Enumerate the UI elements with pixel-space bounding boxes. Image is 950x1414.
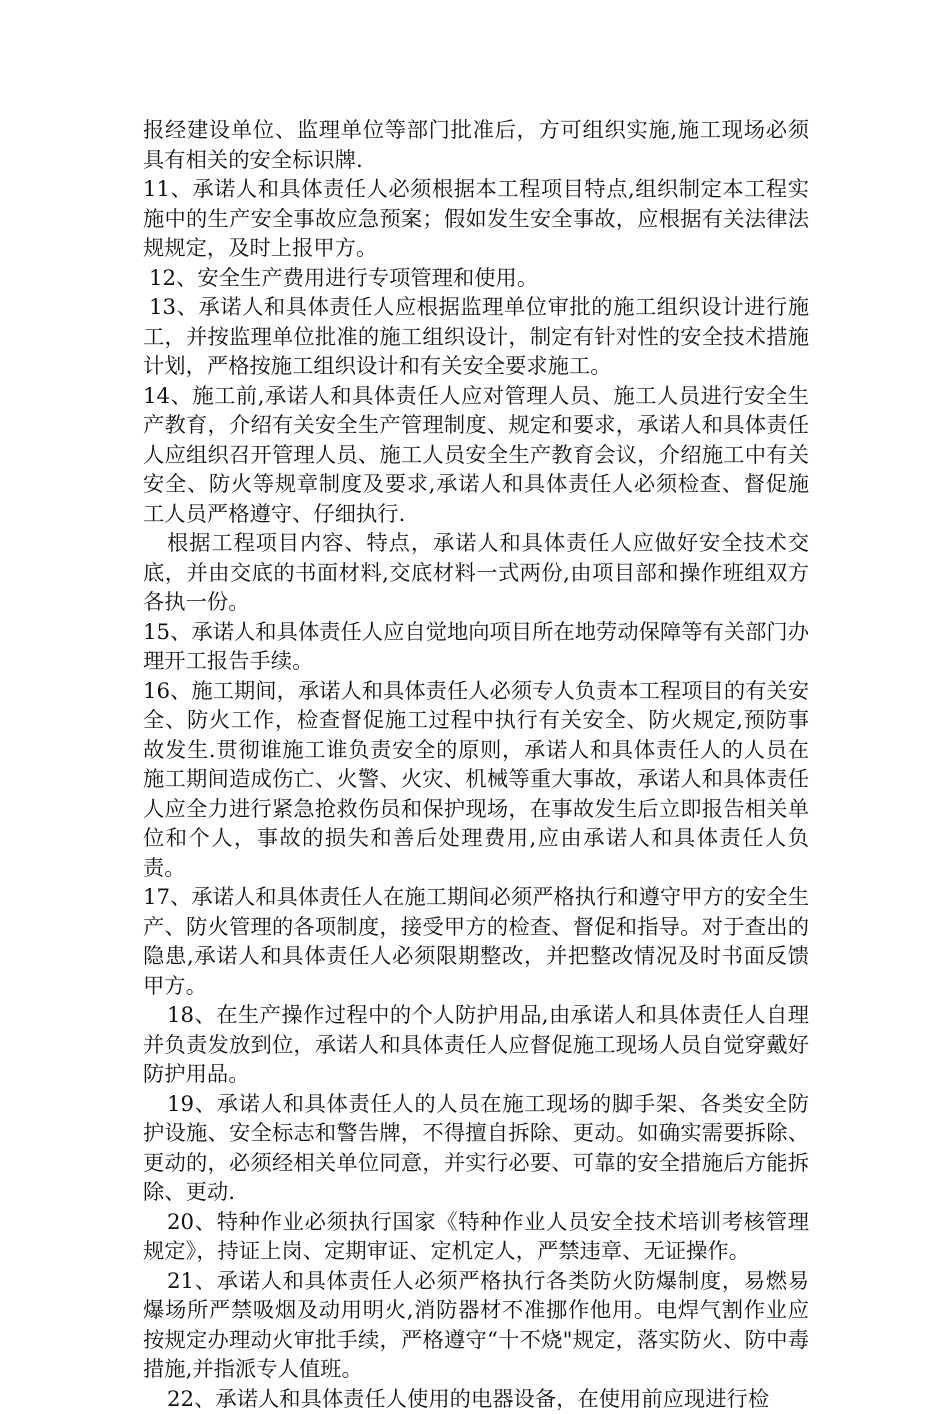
document-page (143, 116, 809, 1414)
paragraph-item-17: 17、承诺人和具体责任人在施工期间必须严格执行和遵守甲方的安全生产、防火管理的各项制度，接受甲方的检查、督促和指导。对于查出的隐患,承诺人和具体责任人必须限期整改，并把整改情况及时书面反馈甲方。 (143, 883, 809, 1001)
paragraph-item-15: 15、承诺人和具体责任人应自觉地向项目所在地劳动保障等有关部门办理开工报告手续。 (143, 618, 809, 677)
paragraph-item-16: 16、施工期间，承诺人和具体责任人必须专人负责本工程项目的有关安全、防火工作，检查督促施工过程中执行有关安全、防火规定,预防事故发生.贯彻谁施工谁负责安全的原则，承诺人和具体责任人的人员在施工期间造成伤亡、火警、火灾、机械等重大事故，承诺人和具体责任人应全力进行紧急抢救伤员和保护现场，在事故发生后立即报告相关单位和个人，事故的损失和善后处理费用,应由承诺人和具体责任人负责。 (143, 677, 809, 884)
paragraph-item-11: 11、承诺人和具体责任人必须根据本工程项目特点,组织制定本工程实施中的生产安全事故应急预案；假如发生安全事故，应根据有关法律法规规定，及时上报甲方。 (143, 175, 809, 264)
paragraph-item-12: 12、安全生产费用进行专项管理和使用。 (143, 264, 809, 294)
paragraph-item-18: 18、在生产操作过程中的个人防护用品,由承诺人和具体责任人自理并负责发放到位，承诺人和具体责任人应督促施工现场人员自觉穿戴好防护用品。 (143, 1001, 809, 1090)
paragraph-item-22: 22、承诺人和具体责任人使用的电器设备，在使用前应现进行检 (143, 1385, 809, 1414)
paragraph-item-19: 19、承诺人和具体责任人的人员在施工现场的脚手架、各类安全防护设施、安全标志和警告牌，不得擅自拆除、更动。如确实需要拆除、更动的，必须经相关单位同意，并实行必要、可靠的安全措施后方能拆除、更动. (143, 1090, 809, 1208)
paragraph-item-21: 21、承诺人和具体责任人必须严格执行各类防火防爆制度，易燃易爆场所严禁吸烟及动用明火,消防器材不准挪作他用。电焊气割作业应按规定办理动火审批手续，严格遵守“十不烧"规定，落实防火、防中毒措施,并指派专人值班。 (143, 1267, 809, 1385)
paragraph-continuation: 报经建设单位、监理单位等部门批准后，方可组织实施,施工现场必须具有相关的安全标识牌. (143, 116, 809, 175)
paragraph-item-20: 20、特种作业必须执行国家《特种作业人员安全技术培训考核管理规定》，持证上岗、定期审证、定机定人，严禁违章、无证操作。 (143, 1208, 809, 1267)
paragraph-item-14: 14、施工前,承诺人和具体责任人应对管理人员、施工人员进行安全生产教育，介绍有关安全生产管理制度、规定和要求，承诺人和具体责任人应组织召开管理人员、施工人员安全生产教育会议，介绍施工中有关安全、防火等规章制度及要求,承诺人和具体责任人必须检查、督促施工人员严格遵守、仔细执行. (143, 382, 809, 530)
paragraph-item-14-technical-briefing: 根据工程项目内容、特点，承诺人和具体责任人应做好安全技术交底，并由交底的书面材料,交底材料一式两份,由项目部和操作班组双方各执一份。 (143, 529, 809, 618)
paragraph-item-13: 13、承诺人和具体责任人应根据监理单位审批的施工组织设计进行施工，并按监理单位批准的施工组织设计，制定有针对性的安全技术措施计划，严格按施工组织设计和有关安全要求施工。 (143, 293, 809, 382)
